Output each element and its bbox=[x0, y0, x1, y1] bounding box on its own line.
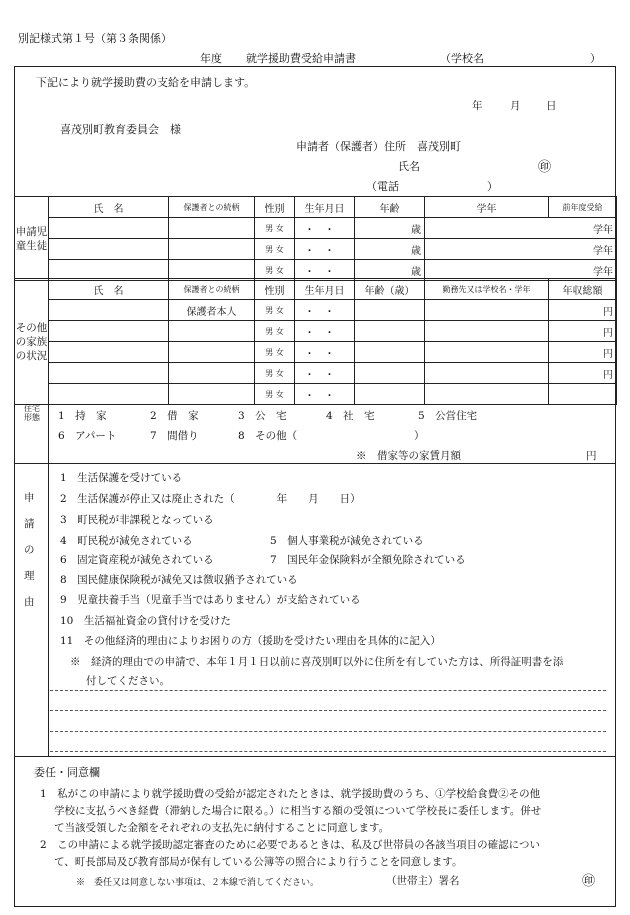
write-in-line[interactable] bbox=[50, 731, 606, 732]
housing-option-room[interactable]: 7 間借り bbox=[150, 430, 199, 442]
family-age[interactable] bbox=[355, 321, 425, 342]
family-workplace[interactable] bbox=[425, 342, 549, 363]
table-row bbox=[15, 300, 617, 321]
child-name-cell[interactable] bbox=[49, 218, 169, 239]
children-col-birthdate: 生年月日 bbox=[295, 197, 355, 218]
child-sex[interactable]: 男 女 bbox=[255, 239, 295, 260]
rent-label: ※ 借家等の家賃月額 bbox=[356, 450, 461, 462]
family-col-name: 氏 名 bbox=[49, 279, 169, 300]
children-section-label: 申請児童生徒 bbox=[15, 197, 49, 281]
family-name-cell[interactable] bbox=[49, 363, 169, 384]
housing-option-company[interactable]: 4 社 宅 bbox=[326, 410, 375, 422]
signature-seal-mark: ㊞ bbox=[582, 874, 596, 889]
child-age[interactable]: 歳 bbox=[355, 218, 425, 239]
family-section-label: その他の家族の状況 bbox=[15, 279, 49, 405]
housing-section-label: 住宅形態 bbox=[24, 404, 40, 422]
reason-6[interactable]: 6 固定資産税が減免されている bbox=[60, 554, 214, 566]
reasons-note-line2: 付してください。 bbox=[86, 675, 170, 687]
children-col-age: 年齢 bbox=[355, 197, 425, 218]
child-grade[interactable]: 学年 bbox=[425, 260, 617, 281]
seal-mark: ㊞ bbox=[538, 160, 552, 175]
reasons-label-2: 請 bbox=[24, 518, 35, 530]
reason-2[interactable]: 2 生活保護が停止又は廃止された（ 年 月 日） bbox=[60, 493, 361, 505]
form-frame bbox=[14, 66, 616, 907]
family-relation-cell[interactable] bbox=[169, 363, 255, 384]
children-col-name: 氏 名 bbox=[49, 197, 169, 218]
reason-3[interactable]: 3 町民税が非課税となっている bbox=[60, 514, 214, 526]
housing-option-rented[interactable]: 2 借 家 bbox=[150, 410, 199, 422]
consent-para2-line2: て、町長部局及び教育部局が保有している公簿等の照合により行うことを同意します。 bbox=[54, 856, 463, 868]
child-relation-cell[interactable] bbox=[169, 218, 255, 239]
family-age[interactable] bbox=[355, 384, 425, 405]
reasons-note-line1: ※ 経済的理由での申請で、本年１月１日以前に喜茂別町以外に住所を有していた方は、所得証明書を添 bbox=[70, 656, 564, 668]
family-sex[interactable]: 男 女 bbox=[255, 300, 295, 321]
child-grade[interactable]: 学年 bbox=[425, 239, 617, 260]
family-income[interactable]: 円 bbox=[549, 300, 617, 321]
family-birthdate[interactable]: ・・ bbox=[295, 300, 355, 321]
intro-text: 下記により就学援助費の支給を申請します。 bbox=[36, 76, 256, 89]
reasons-label-5: 由 bbox=[24, 596, 35, 608]
reasons-label-4: 理 bbox=[24, 570, 35, 582]
family-col-age: 年齢（歳） bbox=[355, 279, 425, 300]
family-income[interactable]: 円 bbox=[549, 363, 617, 384]
family-sex[interactable]: 男 女 bbox=[255, 363, 295, 384]
housing-option-apartment[interactable]: 6 アパート bbox=[58, 430, 117, 442]
family-workplace[interactable] bbox=[425, 363, 549, 384]
children-col-relation: 保護者との続柄 bbox=[169, 197, 255, 218]
consent-title: 委任・同意欄 bbox=[34, 766, 100, 779]
housing-option-public[interactable]: 3 公 宅 bbox=[238, 410, 287, 422]
rent-yen: 円 bbox=[586, 450, 597, 462]
reason-9[interactable]: 9 児童扶養手当（児童手当ではありません）が支給されている bbox=[60, 594, 361, 606]
reasons-label-1: 申 bbox=[24, 492, 35, 504]
consent-para1-line1: 1 私がこの申請により就学援助費の受給が認定されたときは、就学援助費のうち、①学校給食費②その他 bbox=[40, 788, 541, 800]
page-title: 就学援助費受給申請書 bbox=[246, 52, 356, 65]
child-relation-cell[interactable] bbox=[169, 239, 255, 260]
consent-para1-line2: 学校に支払うべき経費（滞納した場合に限る。）に相当する額の受領について学校長に委任します。併せ bbox=[54, 805, 542, 817]
form-number: 別記様式第１号（第３条関係） bbox=[18, 32, 172, 45]
family-age[interactable] bbox=[355, 300, 425, 321]
family-col-workplace: 勤務先又は学校名・学年 bbox=[425, 279, 549, 300]
consent-para1-line3: て当該受領した金額をそれぞれの支払先に納付することに同意します。 bbox=[54, 822, 390, 834]
family-relation-cell[interactable] bbox=[169, 342, 255, 363]
household-head-signature-label: （世帯主）署名 bbox=[386, 875, 460, 887]
family-sex[interactable]: 男 女 bbox=[255, 342, 295, 363]
reason-4[interactable]: 4 町民税が減免されている bbox=[60, 535, 193, 547]
write-in-line[interactable] bbox=[50, 751, 606, 752]
child-sex[interactable]: 男 女 bbox=[255, 260, 295, 281]
date-year: 年 bbox=[472, 100, 483, 112]
children-col-prev-receipt: 前年度受給 bbox=[549, 197, 617, 218]
reason-7[interactable]: 7 国民年金保険料が全額免除されている bbox=[270, 554, 466, 566]
housing-other-close: ） bbox=[414, 430, 425, 442]
write-in-line[interactable] bbox=[50, 690, 606, 691]
family-name-cell[interactable] bbox=[49, 300, 169, 321]
family-col-income: 年収総額 bbox=[549, 279, 617, 300]
reason-11[interactable]: 11 その他経済的理由によりお困りの方（援助を受けたい理由を具体的に記入） bbox=[60, 635, 441, 647]
family-income[interactable] bbox=[549, 384, 617, 405]
housing-option-owned[interactable]: 1 持 家 bbox=[58, 410, 107, 422]
family-workplace[interactable] bbox=[425, 384, 549, 405]
housing-option-municipal[interactable]: 5 公営住宅 bbox=[418, 410, 478, 422]
family-birthdate[interactable]: ・・ bbox=[295, 321, 355, 342]
school-name-open: （学校名 bbox=[440, 52, 484, 65]
reasons-divider bbox=[48, 463, 49, 756]
family-relation-cell[interactable] bbox=[169, 384, 255, 405]
family-col-sex: 性別 bbox=[255, 279, 295, 300]
consent-para2-line1: 2 この申請による就学援助認定審査のために必要であるときは、私及び世帯員の各該当項目の確認につい bbox=[40, 839, 540, 851]
children-table bbox=[14, 196, 617, 281]
child-birthdate[interactable]: ・・ bbox=[295, 260, 355, 281]
child-birthdate[interactable]: ・・ bbox=[295, 239, 355, 260]
family-name-cell[interactable] bbox=[49, 321, 169, 342]
family-birthdate[interactable]: ・・ bbox=[295, 363, 355, 384]
date-month: 月 bbox=[510, 100, 521, 112]
housing-bottom-border bbox=[14, 463, 616, 464]
consent-note: ※ 委任又は同意しない事項は、２本線で消してください。 bbox=[76, 878, 320, 888]
housing-divider bbox=[48, 401, 49, 463]
table-row bbox=[15, 363, 617, 384]
reasons-bottom-border bbox=[14, 756, 616, 757]
reason-1[interactable]: 1 生活保護を受けている bbox=[60, 472, 183, 484]
child-sex[interactable]: 男 女 bbox=[255, 218, 295, 239]
addressee: 喜茂別町教育委員会 様 bbox=[60, 123, 181, 136]
child-name-cell[interactable] bbox=[49, 239, 169, 260]
family-name-cell[interactable] bbox=[49, 342, 169, 363]
write-in-line[interactable] bbox=[50, 710, 606, 711]
school-name-close: ） bbox=[590, 52, 601, 65]
family-age[interactable] bbox=[355, 342, 425, 363]
family-sex[interactable]: 男 女 bbox=[255, 321, 295, 342]
child-grade[interactable]: 学年 bbox=[425, 218, 617, 239]
children-col-grade: 学年 bbox=[425, 197, 549, 218]
fiscal-year-label: 年度 bbox=[200, 52, 222, 65]
table-row bbox=[15, 321, 617, 342]
family-income[interactable]: 円 bbox=[549, 342, 617, 363]
family-income[interactable]: 円 bbox=[549, 321, 617, 342]
child-age[interactable]: 歳 bbox=[355, 239, 425, 260]
family-workplace[interactable] bbox=[425, 300, 549, 321]
family-relation-cell[interactable] bbox=[169, 321, 255, 342]
children-col-sex: 性別 bbox=[255, 197, 295, 218]
family-sex[interactable]: 男 女 bbox=[255, 384, 295, 405]
applicant-name-label: 氏名 bbox=[398, 160, 420, 173]
family-table bbox=[14, 278, 617, 405]
family-workplace[interactable] bbox=[425, 321, 549, 342]
applicant-address-label: 申請者（保護者）住所 喜茂別町 bbox=[296, 140, 461, 153]
child-age[interactable]: 歳 bbox=[355, 260, 425, 281]
family-col-relation: 保護者との続柄 bbox=[169, 279, 255, 300]
table-row bbox=[15, 239, 617, 260]
child-birthdate[interactable]: ・・ bbox=[295, 218, 355, 239]
table-row bbox=[15, 342, 617, 363]
housing-option-other[interactable]: 8 その他（ bbox=[238, 430, 298, 442]
reason-8[interactable]: 8 国民健康保険税が減免又は徴収猶予されている bbox=[60, 574, 298, 586]
family-relation-cell[interactable]: 保護者本人 bbox=[169, 300, 255, 321]
reason-10[interactable]: 10 生活福祉資金の貸付けを受けた bbox=[60, 615, 231, 627]
family-birthdate[interactable]: ・・ bbox=[295, 384, 355, 405]
family-name-cell[interactable] bbox=[49, 384, 169, 405]
family-age[interactable] bbox=[355, 363, 425, 384]
date-day: 日 bbox=[546, 100, 557, 112]
reasons-label-3: の bbox=[24, 544, 35, 556]
family-col-birthdate: 生年月日 bbox=[295, 279, 355, 300]
applicant-phone-label: （電話 ） bbox=[366, 180, 498, 193]
family-birthdate[interactable]: ・・ bbox=[295, 342, 355, 363]
table-row bbox=[15, 218, 617, 239]
table-row bbox=[15, 384, 617, 405]
reason-5[interactable]: 5 個人事業税が減免されている bbox=[270, 535, 424, 547]
